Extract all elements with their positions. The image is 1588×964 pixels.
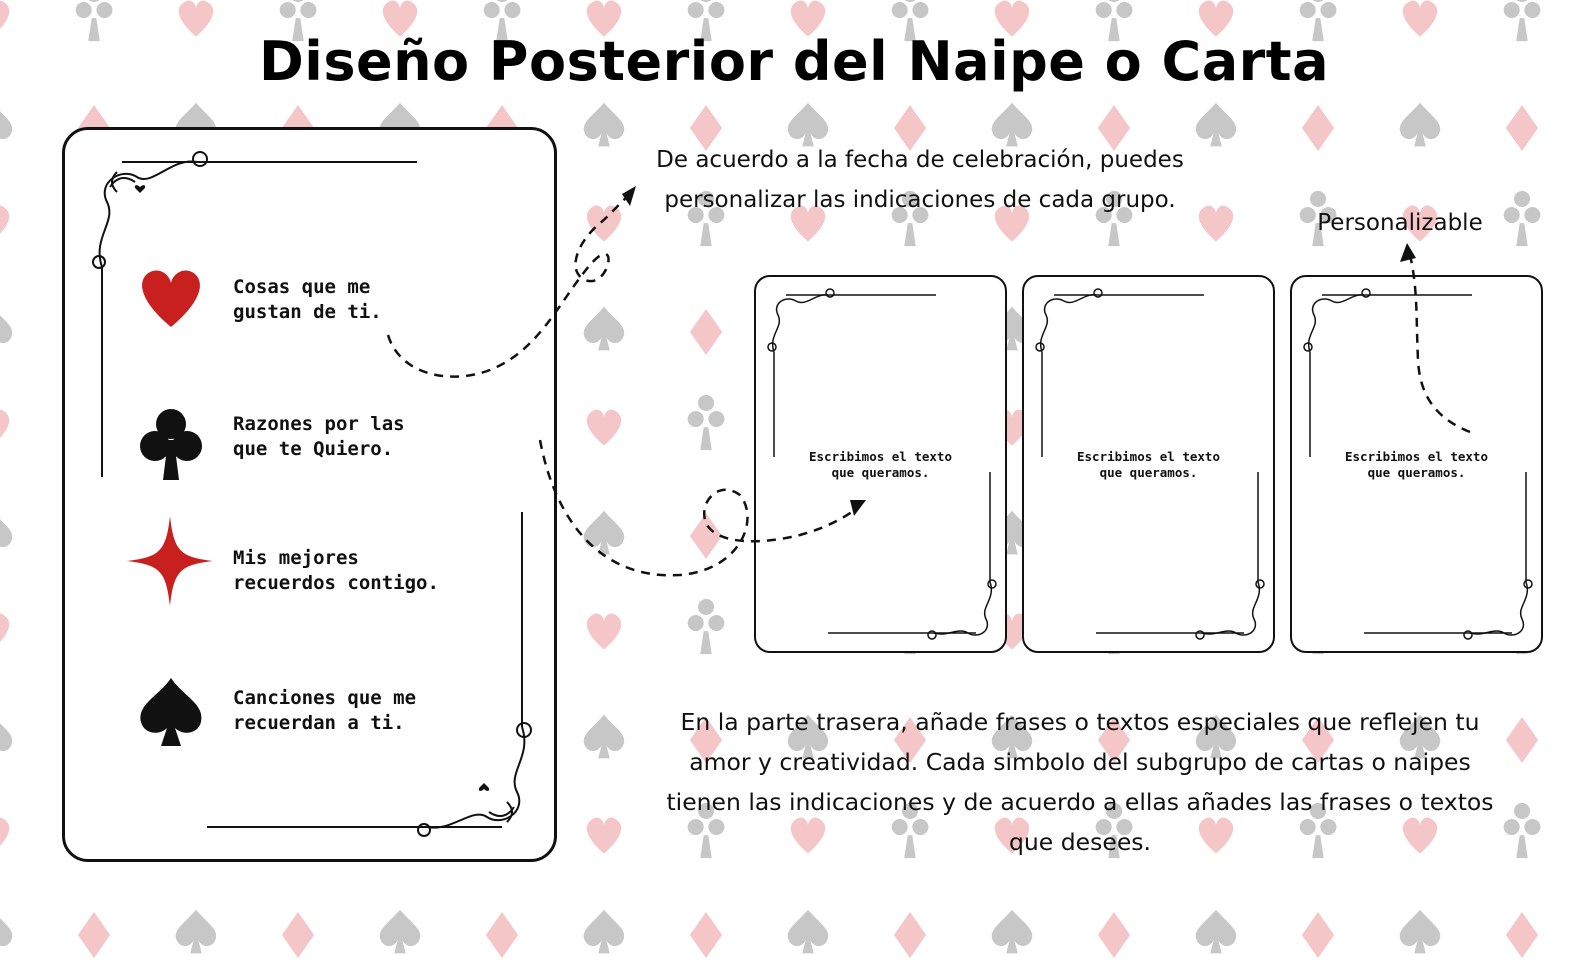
pattern-suit xyxy=(176,910,216,954)
pattern-suit xyxy=(584,910,624,954)
pattern-suit xyxy=(584,511,624,555)
spade-icon xyxy=(135,678,207,748)
pattern-suit xyxy=(788,910,828,954)
pattern-suit xyxy=(690,513,722,559)
back-card-design xyxy=(62,127,557,862)
card-text-line: que queramos. xyxy=(1099,465,1198,480)
card-text-line: Escribimos el texto xyxy=(1345,449,1488,464)
pattern-suit xyxy=(894,912,926,958)
pattern-suit xyxy=(690,912,722,958)
pattern-suit xyxy=(380,910,420,954)
pattern-suit xyxy=(282,912,314,958)
pattern-suit xyxy=(690,309,722,355)
pattern-suit xyxy=(0,307,12,351)
sample-card-3 xyxy=(1290,275,1543,653)
suit-label-line: Cosas que me xyxy=(233,276,371,298)
card-text-line: Escribimos el texto xyxy=(809,449,952,464)
club-icon xyxy=(135,404,207,484)
pattern-suit xyxy=(688,395,725,450)
pattern-suit xyxy=(0,205,9,241)
pattern-suit xyxy=(1400,103,1440,147)
pattern-suit xyxy=(1506,105,1538,151)
pattern-suit xyxy=(1504,191,1541,246)
paragraph-line: que desees. xyxy=(1009,828,1151,856)
top-note-line: personalizar las indicaciones de cada grupo. xyxy=(664,187,1176,213)
sample-card-1 xyxy=(754,275,1007,653)
pattern-suit xyxy=(0,103,12,147)
pattern-suit xyxy=(1302,912,1334,958)
pattern-suit xyxy=(0,511,12,555)
top-note-line: De acuerdo a la fecha de celebración, puedes xyxy=(656,147,1184,173)
pattern-suit xyxy=(587,409,621,445)
paragraph-line: En la parte trasera, añade frases o textos especiales que reflejen tu xyxy=(680,708,1480,736)
pattern-suit xyxy=(1506,912,1538,958)
card-text-line: Escribimos el texto xyxy=(1077,449,1220,464)
suit-label-line: que te Quiero. xyxy=(233,438,394,460)
heart-icon xyxy=(135,267,207,333)
card-text-line: que queramos. xyxy=(831,465,930,480)
pattern-suit xyxy=(1302,105,1334,151)
card-text-line: que queramos. xyxy=(1367,465,1466,480)
suit-label-line: Canciones que me xyxy=(233,687,417,709)
pattern-suit xyxy=(584,715,624,759)
diamond-icon xyxy=(127,516,213,606)
suit-label-line: recuerdan a ti. xyxy=(233,712,405,734)
pattern-suit xyxy=(587,613,621,649)
top-note xyxy=(600,140,1240,220)
bottom-paragraph xyxy=(640,702,1520,862)
paragraph-line: tienen las indicaciones y de acuerdo a ellas añades las frases o textos xyxy=(666,788,1494,816)
paragraph-line: amor y creatividad. Cada simbolo del subgrupo de cartas o naipes xyxy=(689,748,1471,776)
pattern-suit xyxy=(992,910,1032,954)
pattern-suit xyxy=(0,613,9,649)
corner-ornament-icon xyxy=(62,127,557,862)
pattern-suit xyxy=(0,817,9,853)
pattern-suit xyxy=(0,715,12,759)
pattern-suit xyxy=(584,307,624,351)
pattern-suit xyxy=(587,817,621,853)
pattern-suit xyxy=(1196,910,1236,954)
suit-label-line: Mis mejores xyxy=(233,547,359,569)
personalizable-label: Personalizable xyxy=(1317,210,1483,236)
pattern-suit xyxy=(1098,912,1130,958)
sample-card-2 xyxy=(1022,275,1275,653)
pattern-suit xyxy=(688,599,725,654)
suit-label-line: gustan de ti. xyxy=(233,301,382,323)
suit-label-line: recuerdos contigo. xyxy=(233,572,439,594)
pattern-suit xyxy=(0,409,9,445)
pattern-suit xyxy=(1400,910,1440,954)
pattern-suit xyxy=(78,912,110,958)
suit-label-line: Razones por las xyxy=(233,413,405,435)
pattern-suit xyxy=(486,912,518,958)
pattern-suit xyxy=(0,910,12,954)
page-title: Diseño Posterior del Naipe o Carta xyxy=(258,30,1330,93)
